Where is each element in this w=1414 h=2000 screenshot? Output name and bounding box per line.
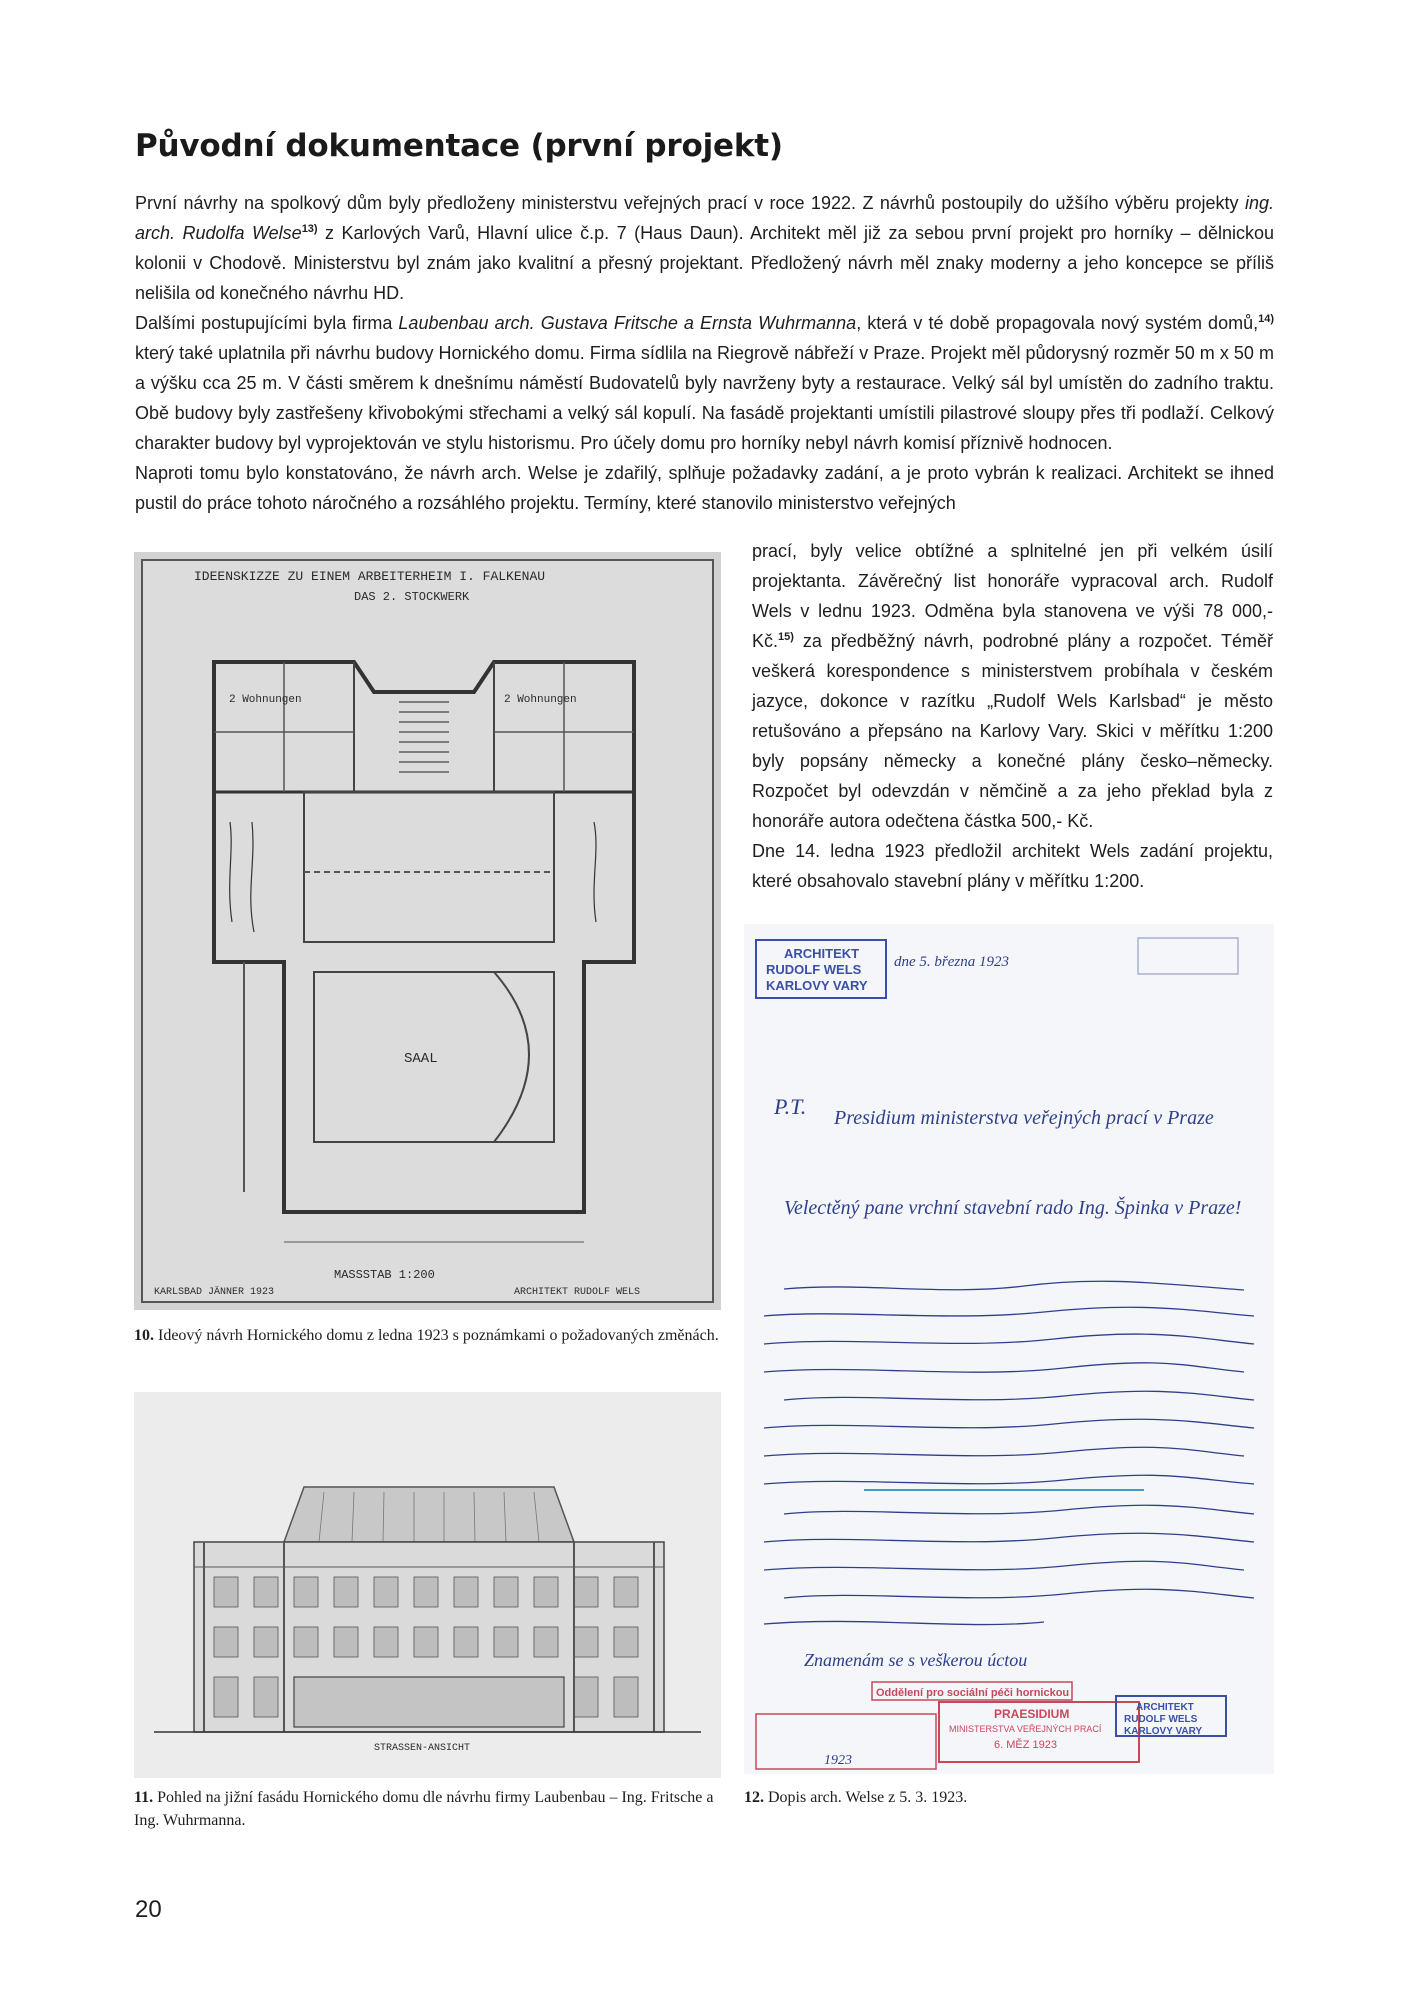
figure-11-caption bbox=[134, 1786, 724, 1832]
caption-number: 11. bbox=[134, 1789, 154, 1806]
italic-run: ing. arch. Rudolfa Welse bbox=[135, 193, 1274, 243]
paragraph-2 bbox=[135, 308, 1274, 458]
right-column-text bbox=[752, 536, 1273, 896]
letter-addressee: Presidium ministerstva veřejných prací v Praze bbox=[834, 1107, 1214, 1129]
text-run: z Karlových Varů, Hlavní ulice č.p. 7 (Haus Daun). Architekt měl již za sebou první projekt pro horníky – dělnickou kolonii v Chodově. Ministerstvu byl znám jako kvalitní a přesný projektant. Předložený návrh měl znaky moderny a jeho koncepce se příliš nelišila od konečného návrhu HD. bbox=[135, 223, 1275, 303]
text-run: První návrhy na spolkový dům byly předloženy ministerstvu veřejných prací v roce 1922. Z návrhů postoupily do užšího výběru projekty bbox=[135, 193, 1245, 213]
figure-10-floor-plan bbox=[134, 552, 721, 1310]
registry-stamp-line: MINISTERSTVA VEŘEJNÝCH PRACÍ bbox=[949, 1724, 1102, 1734]
caption-number: 12. bbox=[744, 1789, 764, 1806]
stamp-line: KARLOVY VARY bbox=[766, 978, 868, 993]
hall-label: SAAL bbox=[404, 1051, 438, 1067]
figure-10-caption bbox=[134, 1324, 724, 1347]
salutation-pt: P.T. bbox=[774, 1094, 807, 1119]
text-run: Dalšími postupujícími byla firma bbox=[135, 313, 399, 333]
text-run: za předběžný návrh, podrobné plány a rozpočet. Téměř veškerá korespondence s ministerstvem probíhala v českém jazyce, dokonce v razítku „Rudolf Wels Karlsbad“ je město retušováno a přepsáno na Karlovy Vary. Skici v měřítku 1:200 byly popsány německy a konečné plány česko–německy. Rozpočet byl odevzdán v němčině a za jeho překlad byla z honoráře autora odečtena částka 500,- Kč. bbox=[752, 631, 1273, 831]
stamp-line: RUDOLF WELS bbox=[766, 962, 862, 977]
stamp-line: ARCHITEKT bbox=[1136, 1702, 1194, 1713]
letter-date: dne 5. března 1923 bbox=[894, 954, 1009, 970]
registry-number: 1923 bbox=[824, 1753, 852, 1768]
room-label: 2 Wohnungen bbox=[504, 694, 577, 706]
street-view-label: STRASSEN-ANSICHT bbox=[374, 1743, 471, 1754]
caption-text: Ideový návrh Hornického domu z ledna 1923 s poznámkami o požadovaných změnách. bbox=[154, 1327, 719, 1344]
page-title: Původní dokumentace (první projekt) bbox=[135, 128, 783, 164]
figure-11-facade bbox=[134, 1392, 721, 1778]
page-number: 20 bbox=[135, 1896, 162, 1923]
figure-12-caption bbox=[744, 1786, 1274, 1809]
stamp-line: ARCHITEKT bbox=[784, 946, 860, 961]
caption-number: 10. bbox=[134, 1327, 154, 1344]
paragraph-1 bbox=[135, 188, 1274, 308]
text-run: který také uplatnila při návrhu budovy Hornického domu. Firma sídlila na Riegrově nábřeží v Praze. Projekt měl půdorysný rozměr 50 m x 50 m a výšku cca 25 m. V části směrem k dnešnímu náměstí Budovatelů byly navrženy byty a restaurace. Velký sál byl umístěn do zadního traktu. Obě budovy byly zastřešeny křivobokými střechami a velký sál kopulí. Na fasádě projektanti umístili pilastrové sloupy přes tři podlaží. Celkový charakter budovy byl vyprojektován ve stylu historismu. Pro účely domu pro horníky nebyl návrh komisí příznivě hodnocen. bbox=[135, 343, 1274, 453]
letter-closing: Znamenám se s veškerou úctou bbox=[804, 1650, 1028, 1670]
architect-label: ARCHITEKT RUDOLF WELS bbox=[514, 1287, 641, 1298]
text-run: prací, byly velice obtížné a splnitelné jen při velkém úsilí projektanta. Závěrečný list honoráře vypracoval arch. Rudolf Wels v lednu 1923. Odměna byla stanovena ve výši 78 000,- Kč. bbox=[752, 541, 1273, 651]
caption-text: Dopis arch. Welse z 5. 3. 1923. bbox=[764, 1789, 968, 1806]
paragraph-3: Naproti tomu bylo konstatováno, že návrh arch. Welse je zdařilý, splňuje požadavky zadání, a je proto vybrán k realizaci. Architekt se ihned pustil do práce tohoto náročného a rozsáhlého projektu. Termíny, které stanovilo ministerstvo veřejných bbox=[135, 463, 1274, 513]
registry-stamp-line: 6. MĚZ 1923 bbox=[994, 1739, 1057, 1751]
footnote-ref-13: 13) bbox=[301, 223, 318, 235]
text-run: , která v té době propagovala nový systém domů, bbox=[856, 313, 1259, 333]
department-stamp: Oddělení pro sociální péči hornickou bbox=[876, 1687, 1070, 1699]
intro-text bbox=[135, 188, 1274, 518]
figure-12-letter bbox=[744, 924, 1274, 1774]
caption-text: Pohled na jižní fasádu Hornického domu dle návrhu firmy Laubenbau – Ing. Fritsche a Ing. Wuhrmanna. bbox=[134, 1789, 714, 1829]
letter-salutation: Velectěný pane vrchní stavební rado Ing. Špinka v Praze! bbox=[784, 1197, 1242, 1219]
stamp-line: KARLOVY VARY bbox=[1124, 1726, 1203, 1737]
paragraph-4: Dne 14. ledna 1923 předložil architekt Wels zadání projektu, které obsahovalo stavební plány v měřítku 1:200. bbox=[752, 841, 1273, 891]
date-label: KARLSBAD JÄNNER 1923 bbox=[154, 1287, 275, 1298]
room-label: 2 Wohnungen bbox=[229, 694, 302, 706]
footnote-ref-15: 15) bbox=[778, 631, 794, 643]
stamp-line: RUDOLF WELS bbox=[1124, 1714, 1198, 1725]
paragraph-3-continued bbox=[752, 536, 1273, 836]
scale-label: MASSSTAB 1:200 bbox=[334, 1268, 435, 1282]
registry-stamp-line: PRAESIDIUM bbox=[994, 1707, 1070, 1721]
plan-subtitle: DAS 2. STOCKWERK bbox=[354, 590, 470, 604]
italic-run: Laubenbau arch. Gustava Fritsche a Ernsta Wuhrmanna bbox=[398, 313, 857, 333]
footnote-ref-14: 14) bbox=[1258, 313, 1274, 325]
plan-title: IDEENSKIZZE ZU EINEM ARBEITERHEIM I. FALKENAU bbox=[194, 569, 546, 584]
